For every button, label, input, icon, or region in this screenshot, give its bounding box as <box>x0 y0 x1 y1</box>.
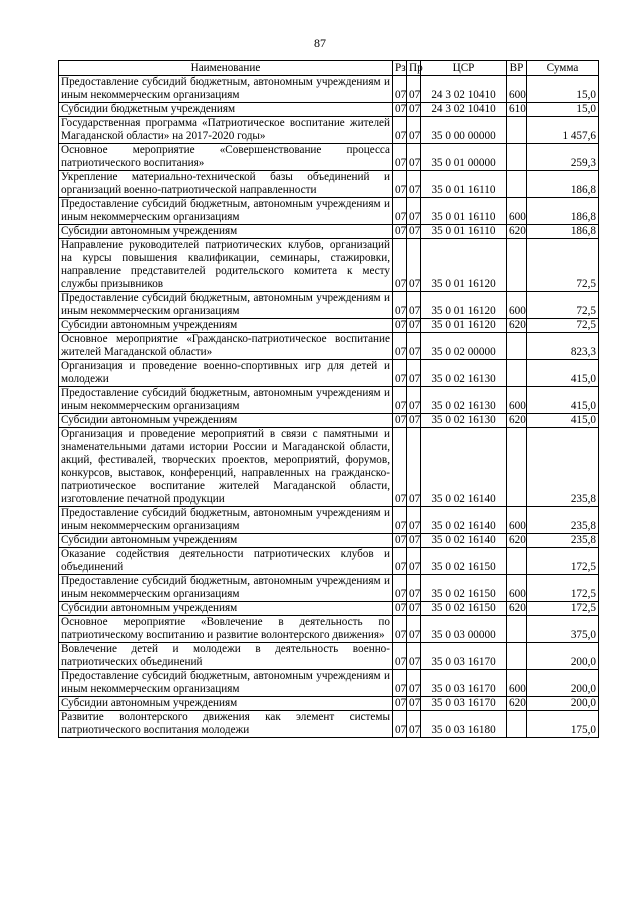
row-pr-cell: 07 <box>407 292 421 319</box>
row-vr-cell: 600 <box>507 292 527 319</box>
row-rz-cell: 07 <box>393 117 407 144</box>
row-csr-cell: 35 0 02 16150 <box>421 602 507 616</box>
row-csr-cell: 35 0 01 00000 <box>421 144 507 171</box>
row-sum-cell: 72,5 <box>527 319 599 333</box>
row-name-cell: Предоставление субсидий бюджетным, автономным учреждениям и иным некоммерческим организациям <box>59 507 393 534</box>
row-pr-cell: 07 <box>407 333 421 360</box>
row-csr-cell: 35 0 02 16150 <box>421 548 507 575</box>
row-csr-cell: 35 0 03 00000 <box>421 616 507 643</box>
row-csr-cell: 35 0 02 16140 <box>421 507 507 534</box>
row-pr-cell: 07 <box>407 507 421 534</box>
row-csr-cell: 35 0 01 16120 <box>421 239 507 292</box>
table-row <box>59 643 599 670</box>
row-name-cell: Предоставление субсидий бюджетным, автономным учреждениям и иным некоммерческим организациям <box>59 670 393 697</box>
row-vr-cell: 620 <box>507 319 527 333</box>
table-row <box>59 117 599 144</box>
row-pr-cell: 07 <box>407 616 421 643</box>
row-rz-cell: 07 <box>393 292 407 319</box>
row-sum-cell: 172,5 <box>527 548 599 575</box>
row-vr-cell: 600 <box>507 387 527 414</box>
row-sum-cell: 415,0 <box>527 387 599 414</box>
row-rz-cell: 07 <box>393 414 407 428</box>
table-row <box>59 670 599 697</box>
row-rz-cell: 07 <box>393 602 407 616</box>
row-sum-cell: 15,0 <box>527 76 599 103</box>
row-vr-cell: 600 <box>507 198 527 225</box>
row-csr-cell: 35 0 02 16130 <box>421 387 507 414</box>
table-body <box>59 76 599 738</box>
row-name-cell: Субсидии автономным учреждениям <box>59 414 393 428</box>
row-name-cell: Основное мероприятие «Вовлечение в деятельность по патриотическому воспитанию и развитие волонтерского движения» <box>59 616 393 643</box>
row-name-cell: Направление руководителей патриотических клубов, организаций на курсы повышения квалификации, семинары, стажировки, направление представителей родительского комитета к месту службы призывников <box>59 239 393 292</box>
table-row <box>59 534 599 548</box>
header-pr: Пр <box>407 61 421 76</box>
row-vr-cell <box>507 711 527 738</box>
row-sum-cell: 235,8 <box>527 428 599 507</box>
row-rz-cell: 07 <box>393 575 407 602</box>
row-rz-cell: 07 <box>393 711 407 738</box>
row-vr-cell <box>507 616 527 643</box>
row-sum-cell: 172,5 <box>527 575 599 602</box>
row-vr-cell <box>507 117 527 144</box>
row-rz-cell: 07 <box>393 616 407 643</box>
row-sum-cell: 235,8 <box>527 534 599 548</box>
table-row <box>59 507 599 534</box>
row-pr-cell: 07 <box>407 117 421 144</box>
row-pr-cell: 07 <box>407 414 421 428</box>
row-csr-cell: 35 0 01 16110 <box>421 171 507 198</box>
row-name-cell: Предоставление субсидий бюджетным, автономным учреждениям и иным некоммерческим организациям <box>59 198 393 225</box>
row-name-cell: Развитие волонтерского движения как элемент системы патриотического воспитания молодежи <box>59 711 393 738</box>
row-rz-cell: 07 <box>393 333 407 360</box>
row-name-cell: Основное мероприятие «Совершенствование процесса патриотического воспитания» <box>59 144 393 171</box>
row-name-cell: Предоставление субсидий бюджетным, автономным учреждениям и иным некоммерческим организациям <box>59 292 393 319</box>
header-csr: ЦСР <box>421 61 507 76</box>
row-pr-cell: 07 <box>407 670 421 697</box>
row-name-cell: Организация и проведение мероприятий в связи с памятными и знаменательными датами истории России и Магаданской области, акций, фестивалей, творческих проектов, мероприятий, форумов, конкурсов, выставок, конференций, направленных на гражданско-патриотическое воспитание жителей Магаданской области, изготовление печатной продукции <box>59 428 393 507</box>
row-csr-cell: 24 3 02 10410 <box>421 103 507 117</box>
row-csr-cell: 35 0 02 00000 <box>421 333 507 360</box>
table-row <box>59 144 599 171</box>
row-name-cell: Укрепление материально-технической базы объединений и организаций военно-патриотической направленности <box>59 171 393 198</box>
row-sum-cell: 200,0 <box>527 697 599 711</box>
row-vr-cell <box>507 548 527 575</box>
row-pr-cell: 07 <box>407 602 421 616</box>
row-sum-cell: 200,0 <box>527 670 599 697</box>
row-name-cell: Организация и проведение военно-спортивных игр для детей и молодежи <box>59 360 393 387</box>
header-name: Наименование <box>59 61 393 76</box>
table-row <box>59 292 599 319</box>
row-csr-cell: 35 0 03 16170 <box>421 643 507 670</box>
row-vr-cell <box>507 239 527 292</box>
row-name-cell: Оказание содействия деятельности патриотических клубов и объединений <box>59 548 393 575</box>
row-vr-cell: 620 <box>507 414 527 428</box>
row-name-cell: Субсидии автономным учреждениям <box>59 319 393 333</box>
table-row <box>59 575 599 602</box>
row-name-cell: Субсидии автономным учреждениям <box>59 225 393 239</box>
row-pr-cell: 07 <box>407 534 421 548</box>
row-pr-cell: 07 <box>407 319 421 333</box>
row-pr-cell: 07 <box>407 144 421 171</box>
row-pr-cell: 07 <box>407 225 421 239</box>
row-csr-cell: 35 0 03 16170 <box>421 697 507 711</box>
row-csr-cell: 35 0 01 16110 <box>421 225 507 239</box>
row-csr-cell: 35 0 01 16110 <box>421 198 507 225</box>
row-vr-cell: 620 <box>507 602 527 616</box>
row-name-cell: Субсидии автономным учреждениям <box>59 534 393 548</box>
table-row <box>59 103 599 117</box>
row-sum-cell: 186,8 <box>527 198 599 225</box>
row-csr-cell: 35 0 02 16150 <box>421 575 507 602</box>
table-row <box>59 387 599 414</box>
row-rz-cell: 07 <box>393 697 407 711</box>
row-sum-cell: 415,0 <box>527 360 599 387</box>
table-header-row <box>59 61 599 76</box>
row-pr-cell: 07 <box>407 711 421 738</box>
row-vr-cell: 610 <box>507 103 527 117</box>
row-sum-cell: 200,0 <box>527 643 599 670</box>
row-pr-cell: 07 <box>407 360 421 387</box>
row-sum-cell: 823,3 <box>527 333 599 360</box>
row-rz-cell: 07 <box>393 670 407 697</box>
row-pr-cell: 07 <box>407 198 421 225</box>
row-vr-cell <box>507 144 527 171</box>
row-csr-cell: 35 0 02 16140 <box>421 534 507 548</box>
row-csr-cell: 35 0 02 16130 <box>421 414 507 428</box>
row-pr-cell: 07 <box>407 548 421 575</box>
row-rz-cell: 07 <box>393 428 407 507</box>
row-name-cell: Субсидии автономным учреждениям <box>59 602 393 616</box>
row-vr-cell: 620 <box>507 225 527 239</box>
row-sum-cell: 72,5 <box>527 239 599 292</box>
row-vr-cell: 620 <box>507 697 527 711</box>
row-pr-cell: 07 <box>407 239 421 292</box>
row-rz-cell: 07 <box>393 239 407 292</box>
row-vr-cell <box>507 643 527 670</box>
row-sum-cell: 186,8 <box>527 225 599 239</box>
table-row <box>59 711 599 738</box>
row-rz-cell: 07 <box>393 103 407 117</box>
row-name-cell: Основное мероприятие «Гражданско-патриотическое воспитание жителей Магаданской области» <box>59 333 393 360</box>
budget-table <box>58 60 599 738</box>
row-vr-cell: 600 <box>507 575 527 602</box>
row-sum-cell: 415,0 <box>527 414 599 428</box>
row-vr-cell: 600 <box>507 76 527 103</box>
row-pr-cell: 07 <box>407 643 421 670</box>
row-pr-cell: 07 <box>407 103 421 117</box>
row-csr-cell: 35 0 00 00000 <box>421 117 507 144</box>
row-sum-cell: 235,8 <box>527 507 599 534</box>
table-row <box>59 360 599 387</box>
table-row <box>59 616 599 643</box>
row-rz-cell: 07 <box>393 534 407 548</box>
row-name-cell: Субсидии автономным учреждениям <box>59 697 393 711</box>
row-rz-cell: 07 <box>393 225 407 239</box>
row-rz-cell: 07 <box>393 643 407 670</box>
row-csr-cell: 35 0 02 16130 <box>421 360 507 387</box>
header-rz: Рз <box>393 61 407 76</box>
row-sum-cell: 1 457,6 <box>527 117 599 144</box>
row-pr-cell: 07 <box>407 575 421 602</box>
table-row <box>59 171 599 198</box>
row-rz-cell: 07 <box>393 548 407 575</box>
row-rz-cell: 07 <box>393 387 407 414</box>
header-vr: ВР <box>507 61 527 76</box>
row-rz-cell: 07 <box>393 319 407 333</box>
table-row <box>59 428 599 507</box>
row-vr-cell <box>507 171 527 198</box>
row-name-cell: Предоставление субсидий бюджетным, автономным учреждениям и иным некоммерческим организациям <box>59 387 393 414</box>
row-sum-cell: 375,0 <box>527 616 599 643</box>
row-rz-cell: 07 <box>393 507 407 534</box>
row-name-cell: Субсидии бюджетным учреждениям <box>59 103 393 117</box>
table-row <box>59 239 599 292</box>
table-row <box>59 225 599 239</box>
row-name-cell: Предоставление субсидий бюджетным, автономным учреждениям и иным некоммерческим организациям <box>59 76 393 103</box>
row-name-cell: Государственная программа «Патриотическое воспитание жителей Магаданской области» на 2017-2020 годы» <box>59 117 393 144</box>
row-vr-cell <box>507 428 527 507</box>
row-rz-cell: 07 <box>393 360 407 387</box>
row-vr-cell <box>507 333 527 360</box>
row-vr-cell <box>507 360 527 387</box>
row-pr-cell: 07 <box>407 697 421 711</box>
row-csr-cell: 35 0 03 16170 <box>421 670 507 697</box>
row-csr-cell: 35 0 03 16180 <box>421 711 507 738</box>
header-sum: Сумма <box>527 61 599 76</box>
row-csr-cell: 35 0 01 16120 <box>421 292 507 319</box>
row-sum-cell: 15,0 <box>527 103 599 117</box>
table-row <box>59 414 599 428</box>
row-vr-cell: 600 <box>507 670 527 697</box>
table-row <box>59 198 599 225</box>
row-sum-cell: 186,8 <box>527 171 599 198</box>
row-rz-cell: 07 <box>393 144 407 171</box>
row-vr-cell: 600 <box>507 507 527 534</box>
row-rz-cell: 07 <box>393 76 407 103</box>
row-csr-cell: 35 0 02 16140 <box>421 428 507 507</box>
row-pr-cell: 07 <box>407 171 421 198</box>
table-row <box>59 697 599 711</box>
row-pr-cell: 07 <box>407 76 421 103</box>
row-sum-cell: 175,0 <box>527 711 599 738</box>
row-sum-cell: 72,5 <box>527 292 599 319</box>
table-row <box>59 76 599 103</box>
row-vr-cell: 620 <box>507 534 527 548</box>
row-sum-cell: 172,5 <box>527 602 599 616</box>
row-sum-cell: 259,3 <box>527 144 599 171</box>
row-pr-cell: 07 <box>407 387 421 414</box>
row-rz-cell: 07 <box>393 198 407 225</box>
table-row <box>59 602 599 616</box>
table-row <box>59 333 599 360</box>
row-name-cell: Вовлечение детей и молодежи в деятельность военно-патриотических объединений <box>59 643 393 670</box>
row-rz-cell: 07 <box>393 171 407 198</box>
page-number: 87 <box>314 36 326 50</box>
table-row <box>59 319 599 333</box>
row-pr-cell: 07 <box>407 428 421 507</box>
table-row <box>59 548 599 575</box>
row-csr-cell: 24 3 02 10410 <box>421 76 507 103</box>
row-csr-cell: 35 0 01 16120 <box>421 319 507 333</box>
row-name-cell: Предоставление субсидий бюджетным, автономным учреждениям и иным некоммерческим организациям <box>59 575 393 602</box>
